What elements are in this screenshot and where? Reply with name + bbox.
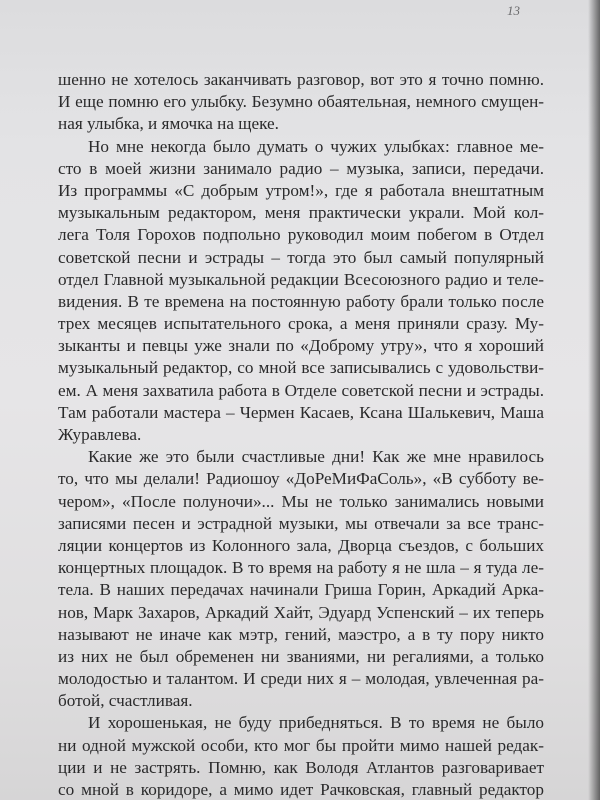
- text-line: Там работали мастера – Чермен Касаев, Ксана Шалькевич, Маша: [58, 402, 544, 422]
- page-edge-shadow: [588, 0, 600, 800]
- text-line: молодостью и талантом. И среди них я – молодая, увлеченная ра-: [58, 669, 544, 689]
- text-line: видения. В те времена на постоянную работу брали только после: [58, 291, 544, 311]
- text-line: ная улыбка, и ямочка на щеке.: [58, 114, 279, 134]
- text-line: ботой, счастливая.: [58, 691, 193, 711]
- text-line: музыкальным редактором, меня практически украли. Мой кол-: [58, 203, 544, 223]
- text-line: отдел Главной музыкальной редакции Всесоюзного радио и теле-: [58, 269, 544, 289]
- text-line: трех месяцев испытательного срока, а меня приняли сразу. Му-: [58, 314, 544, 334]
- text-line: шенно не хотелось заканчивать разговор, вот это я точно помню.: [58, 70, 544, 89]
- page-number: 13: [507, 3, 520, 18]
- text-line: из них не был обременен ни званиями, ни регалиями, а только: [58, 646, 544, 666]
- text-line: ции и не застрять. Помню, как Володя Атлантов разговаривает: [58, 757, 544, 777]
- text-line: чером», «После полуночи»... Мы не только занимались новыми: [58, 491, 544, 511]
- text-line: то, что мы делали! Радиошоу «ДоРеМиФаСоль», «В субботу ве-: [58, 469, 544, 489]
- body-text: [58, 69, 544, 800]
- text-line: Из программы «С добрым утром!», где я работала внештатным: [58, 180, 544, 200]
- text-line: музыкальный редактор, со мной все записывались с удовольстви-: [58, 358, 544, 378]
- text-line: И еще помню его улыбку. Безумно обаятельная, немного смущен-: [58, 92, 544, 112]
- text-line: Но мне некогда было думать о чужих улыбках: главное ме-: [88, 136, 544, 156]
- text-line: ни одной мужской особи, кто мог бы пройти мимо нашей редак-: [58, 735, 544, 755]
- text-line: Какие же это были счастливые дни! Как же мне нравилось: [88, 447, 544, 467]
- text-line: концертных площадок. В то время на работу я не шла – я туда ле-: [58, 558, 544, 578]
- text-line: записями песен и эстрадной музыки, мы отвечали за все транс-: [58, 513, 544, 533]
- text-line: со мной в коридоре, а мимо идет Рачковская, главный редактор: [58, 780, 544, 799]
- text-line: советской песни и эстрады – тогда это был самый популярный: [58, 247, 544, 267]
- text-line: ляции концертов из Колонного зала, Дворца съездов, с больших: [58, 535, 544, 555]
- text-line: Журавлева.: [58, 425, 142, 444]
- text-line: нов, Марк Захаров, Аркадий Хайт, Эдуард Успенский – их теперь: [58, 602, 544, 622]
- text-line: сто в моей жизни занимало радио – музыка, записи, передачи.: [58, 158, 544, 178]
- text-line: зыканты и певцы уже знали по «Доброму утру», что я хороший: [58, 336, 544, 356]
- text-line: называют не иначе как мэтр, гений, маэстро, а в ту пору никто: [58, 624, 544, 644]
- text-line: лега Толя Горохов подпольно руководил моим побегом в Отдел: [58, 225, 544, 245]
- text-line: И хорошенькая, не буду прибедняться. В то время не было: [88, 713, 544, 733]
- text-line: ем. А меня захватила работа в Отделе советской песни и эстрады.: [58, 380, 544, 400]
- text-line: тела. В наших передачах начинали Гриша Горин, Аркадий Арка-: [58, 580, 544, 600]
